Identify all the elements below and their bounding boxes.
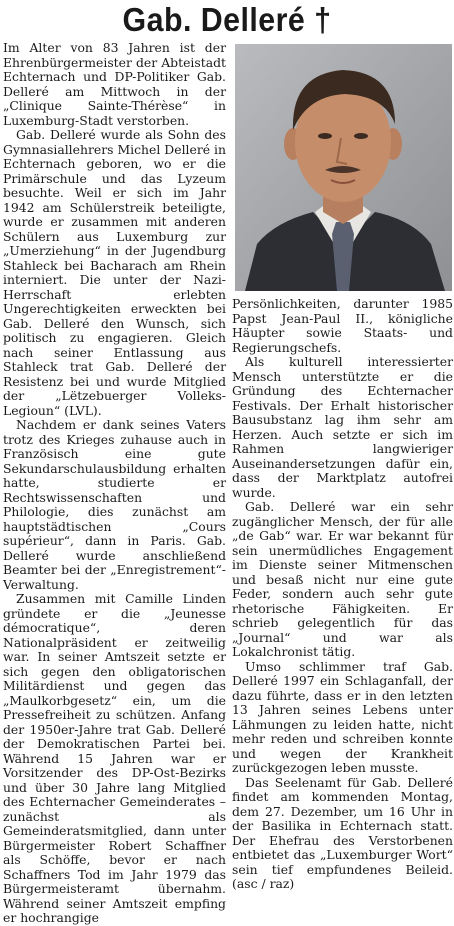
article-column-right: [232, 297, 453, 892]
paragraph: Im Alter von 83 Jahren ist der Ehrenbürgermeister der Abteistadt Echternach und DP-Politiker Gab. Delleré am Mittwoch in der „Clinique Sainte-Thérèse“ in Luxemburg-Stadt verstorben.: [3, 40, 226, 128]
paragraph: Als kulturell interessierter Mensch unterstützte er die Gründung des Echternacher Festivals. Der Erhalt historischer Bausubstanz lag ihm sehr am Herzen. Auch setzte er sich im Rahmen langwieriger Auseinandersetzungen dafür ein, dass der Marktplatz autofrei wurde.: [232, 354, 453, 500]
paragraph: Gab. Delleré wurde als Sohn des Gymnasiallehrers Michel Delleré in Echternach geboren, wo er die Primärschule und das Lyzeum besuchte. Weil er sich im Jahr 1942 am Schülerstreik beteiligte, wurde er zusammen mit anderen Schülern aus Luxemburg zur „Umerziehung“ in der Jugendburg Stahleck bei Bacharach am Rhein interniert. Die unter der Nazi-Herrschaft erlebten Ungerechtigkeiten erweckten bei Gab. Delleré den Wunsch, sich politisch zu engagieren. Gleich nach seiner Entlassung aus Stahleck trat Gab. Delleré der Resistenz bei und wurde Mitglied der „Lëtzebuerger Volleks-Legioun“ (LVL).: [3, 127, 226, 418]
paragraph: Zusammen mit Camille Linden gründete er die „Jeunesse démocratique“, deren Nationalpräsident er zeitweilig war. In seiner Amtszeit setzte er sich gegen den obligatorischen Militärdienst und gegen das „Maulkorbgesetz“ ein, um die Pressefreiheit zu schützen. Anfang der 1950er-Jahre trat Gab. Delleré der Demokratischen Partei bei. Während 15 Jahren war er Vorsitzender des DP-Ost-Bezirks und über 30 Jahre lang Mitglied des Echternacher Gemeinderates – zunächst als Gemeinderatsmitglied, dann unter Bürgermeister Robert Schaffner als Schöffe, bevor er nach Schaffners Tod im Jahr 1979 das Bürgermeisteramt übernahm. Während seiner Amtszeit empfing er hochrangige: [3, 591, 226, 925]
portrait-image: [235, 44, 452, 291]
article-title: Gab. Delleré †: [122, 1, 332, 38]
paragraph: Gab. Delleré war ein sehr zugänglicher Mensch, der für alle „de Gab“ war. Er war bekannt für sein unermüdliches Engagement im Dienste seiner Mitmenschen und besaß nicht nur eine gute Feder, sondern auch sehr gute rhetorische Fähigkeiten. Er schrieb gelegentlich für das „Journal“ und war als Lokalchronist tätig.: [232, 499, 453, 659]
author-signature: (asc / raz): [232, 876, 295, 891]
portrait-photo: [235, 44, 452, 291]
paragraph: Persönlichkeiten, darunter 1985 Papst Jean-Paul II., königliche Häupter sowie Staats- und Regierungschefs.: [232, 296, 453, 355]
paragraph-text: Das Seelenamt für Gab. Delleré findet am kommenden Montag, dem 27. Dezember, um 16 Uhr in der Basilika in Echternach statt. Der Ehefrau des Verstorbenen entbietet das „Luxemburger Wort“ sein tief empfundenes Beileid.: [232, 774, 453, 877]
paragraph: Nachdem er dank seines Vaters trotz des Krieges zuhause auch in Französisch eine gute Sekundarschulausbildung erhalten hatte, studierte er Rechtswissenschaften und Philologie, dies zunächst am hauptstädtischen „Cours supérieur“, dann in Paris. Gab. Delleré wurde anschließend Beamter bei der „Enregistrement“-Verwaltung.: [3, 417, 226, 592]
paragraph: Umso schlimmer traf Gab. Delleré 1997 ein Schlaganfall, der dazu führte, dass er in den letzten 13 Jahren seines Lebens unter Lähmungen zu leiden hatte, nicht mehr reden und schreiben konnte und wegen der Krankheit zurückgezogen leben musste.: [232, 658, 453, 775]
paragraph: [232, 776, 453, 892]
article-column-left: [3, 41, 226, 926]
